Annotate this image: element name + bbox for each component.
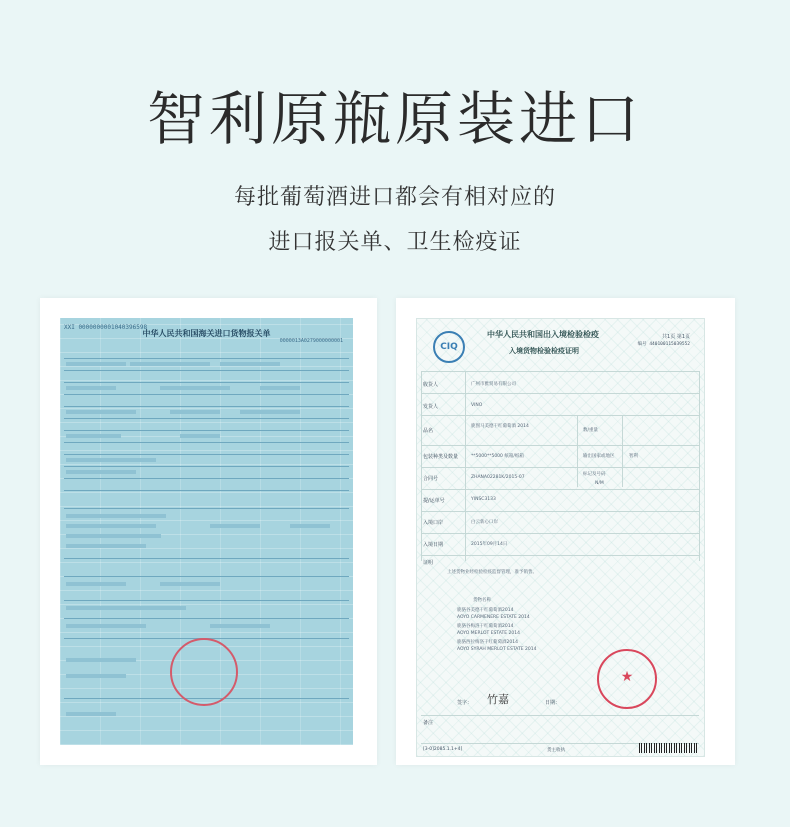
cert-goods-item: 鹿骆谷美德干红葡萄酒2014 — [457, 608, 514, 613]
cert-row-value: 2015年09月14日 — [471, 542, 508, 547]
cert-row-value: 广州市雅贸易有限公司 — [471, 382, 516, 387]
cert-row-label: 包装种类及数量 — [423, 454, 459, 460]
cert-row-value: ZHANA02281K/2015-07 — [471, 475, 525, 480]
cert-goods-item: AOYO CARMENERE ESTATE 2014 — [457, 615, 530, 620]
cert-row-label: 入境日期 — [423, 542, 444, 548]
customs-number: XXI 0000000001040396598 — [64, 324, 148, 331]
cert-row-label: 提/运单号 — [423, 498, 445, 504]
cert-date-label: 日期： — [545, 700, 561, 706]
page-title: 智利原瓶原装进口 — [146, 85, 643, 153]
ciq-logo-icon: CIQ — [433, 331, 465, 363]
cert-red-stamp: ★ — [597, 649, 657, 709]
cert-title-2: 入境货物检验检疫证明 — [509, 347, 579, 355]
cert-row-label: 品名 — [423, 428, 434, 434]
cert-row-label: 入境口岸 — [423, 520, 444, 526]
customs-declaration-image — [60, 318, 353, 745]
cert-goods-item: 鹿骆西拉梅洛干红葡萄酒2014 — [457, 640, 518, 645]
cert-row-value: YINSC3133 — [471, 497, 496, 502]
cert-row-label: 合同号 — [423, 476, 439, 482]
cert-note-label: 备注 — [423, 720, 434, 726]
cert-page: 共1页 第1页 — [662, 334, 690, 340]
cert-goods-item: AOYO MERLOT ESTATE 2014 — [457, 631, 520, 636]
cert-goods-header: 货物名称 — [473, 598, 491, 603]
cert-row-value: 鹿图马美德干红葡萄酒 2014 — [471, 424, 529, 429]
inspection-certificate-card — [396, 298, 735, 765]
customs-declaration-card — [40, 298, 377, 765]
barcode-icon — [639, 743, 697, 753]
cert-number: 编号 440100115039552 — [637, 342, 690, 347]
cert-footer-copy: 货主收执 — [547, 748, 565, 753]
cert-mark-label: 标记及号码 — [583, 472, 606, 477]
subtitle-line-2: 进口报关单、卫生检疫证 — [268, 230, 522, 255]
cert-mark-value: N/M — [595, 481, 604, 486]
cert-row-label: 发货人 — [423, 404, 439, 410]
cert-origin-label: 输出国家或地区 — [583, 454, 615, 459]
cert-row-value: VINO — [471, 403, 483, 408]
cert-footer-code: [3-0]2085.1.1+4] — [423, 747, 463, 752]
cert-proof-text: 上述货物业经检验检疫监督管理，准予销售。 — [447, 570, 537, 575]
cert-title-1: 中华人民共和国出入境检验检疫 — [487, 330, 599, 339]
cert-quantity-label: 数/重量 — [583, 428, 599, 433]
customs-serial: 0000013A0279000000001 — [279, 338, 343, 344]
customs-red-stamp — [170, 638, 238, 706]
cert-signature: 竹嘉 — [487, 693, 509, 706]
cert-row-label: 收货人 — [423, 382, 439, 388]
cert-proof-label: 证明 — [423, 560, 434, 566]
cert-goods-item: 鹿骆谷梅洛干红葡萄酒2014 — [457, 624, 514, 629]
cert-goods-item: AOYO SYRAH MERLOT ESTATE 2014 — [457, 647, 537, 652]
customs-form-title: 中华人民共和国海关进口货物报关单 — [142, 329, 271, 338]
inspection-certificate-image — [416, 318, 705, 757]
cert-row-value: **5000**5000 纸箱/纸箱 — [471, 454, 524, 459]
subtitle-line-1: 每批葡萄酒进口都会有相对应的 — [233, 185, 556, 210]
cert-sign-label: 签字： — [457, 700, 473, 706]
cert-origin-value: 智利 — [629, 454, 638, 459]
cert-row-value: 白云新心口岸 — [471, 520, 498, 525]
